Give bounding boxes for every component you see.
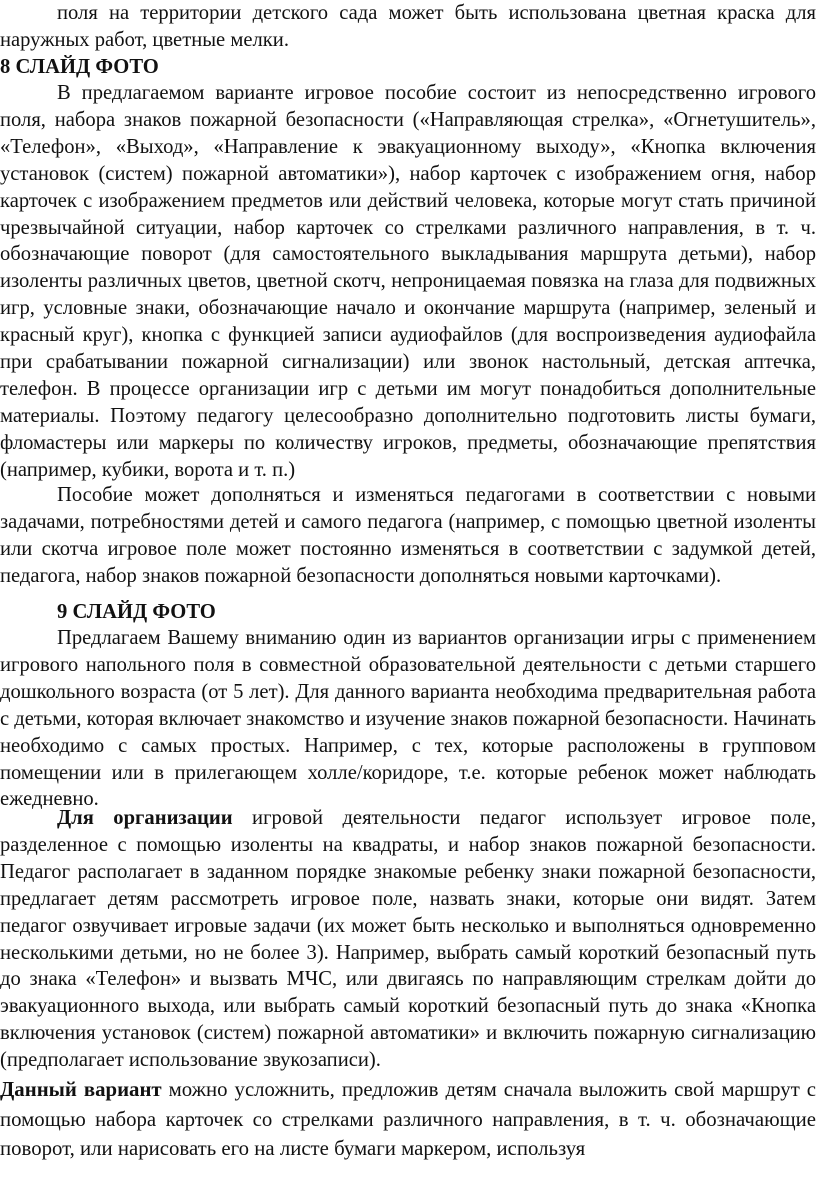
- paragraph-game-kit-contents: В предлагаемом варианте игровое пособие состоит из непосредственно игрового поля, набора знаков пожарной безопасности («Направляющая стрелка», «Огнетушитель», «Телефон», «Выход», «Направление к эвакуационному выходу», «Кнопка включения установок (систем) пожарной автоматики»), набор карточек с изображением огня, набор карточек с изображением предметов или действий человека, которые могут стать причиной чрезвычайной ситуации, набор карточек со стрелками различного направления, в т. ч. обозначающие поворот (для самостоятельного выкладывания маршрута детьми), набор изоленты различных цветов, цветной скотч, непроницаемая повязка на глаза для подвижных игр, условные знаки, обозначающие начало и окончание маршрута (например, зеленый и красный круг), кнопка с функцией записи аудиофайлов (для воспроизведения аудиофайла при срабатывании пожарной сигнализации) или звонок настольный, детская аптечка, телефон. В процессе организации игр с детьми им могут понадобиться дополнительные материалы. Поэтому педагогу целесообразно дополнительно подготовить листы бумаги, фломастеры или маркеры по количеству игроков, предметы, обозначающие препятствия (например, кубики, ворота и т. п.): [0, 82, 816, 481]
- paragraph-text: можно усложнить, предложив детям сначала выложить свой маршрут с помощью набора карточек со стрелками различного направления, в т. ч. обозначающие поворот, или нарисовать его на листе бумаги маркером, используя: [0, 1078, 816, 1160]
- paragraph-text: игровой деятельности педагог использует игровое поле, разделенное с помощью изоленты на квадраты, и набор знаков пожарной безопасности. Педагог располагает в заданном порядке знакомые ребенку знаки пожарной безопасности, предлагает детям рассмотреть игровое поле, назвать знаки, которые они видят. Затем педагог озвучивает игровые задачи (их может быть несколько и выполняться одновременно несколькими детьми, но не более 3). Например, выбрать самый короткий безопасный путь до знака «Телефон» и вызвать МЧС, или двигаясь по направляющим стрелкам дойти до эвакуационного выхода, или выбрать самый короткий безопасный путь до знака «Кнопка включения установок (систем) пожарной автоматики» и включить пожарную сигнализацию (предполагает использование звукозаписи).: [0, 807, 816, 1072]
- paragraph-game-organization-variant: [0, 625, 816, 813]
- bold-lead-phrase: Для организации: [57, 807, 233, 829]
- paragraph-variant-complication: [0, 1075, 816, 1164]
- paragraph-kit-modifications: Пособие может дополняться и изменяться педагогами в соответствии с новыми задачами, потребностями детей и самого педагога (например, с помощью цветной изоленты или скотча игровое поле может постоянно изменяться в соответствии с задумкой детей, педагога, набор знаков пожарной безопасности дополняться новыми карточками).: [0, 484, 816, 587]
- paragraph-text: Предлагаем Вашему вниманию один из вариантов организации игры с применением игрового напольного поля в совместной образовательной деятельности с детьми старшего дошкольного возраста (от 5 лет). Для данного варианта необходима предварительная работа с детьми, которая включает знакомство и изучение знаков пожарной безопасности. Начинать необходимо с самых простых. Например, с тех, которые расположены в групповом помещении или в прилегающем холле/коридоре, т.е. которые ребенок может наблюдать ежедневно.: [0, 627, 816, 811]
- paragraph-organization-details: [0, 805, 816, 1074]
- paragraph-intro-continuation: поля на территории детского сада может быть использована цветная краска для наружных работ, цветные мелки.: [0, 2, 816, 51]
- bold-lead-phrase: Данный вариант: [0, 1078, 162, 1101]
- heading-slide-9: 9 СЛАЙД ФОТО: [57, 601, 216, 623]
- heading-slide-8: 8 СЛАЙД ФОТО: [0, 56, 159, 78]
